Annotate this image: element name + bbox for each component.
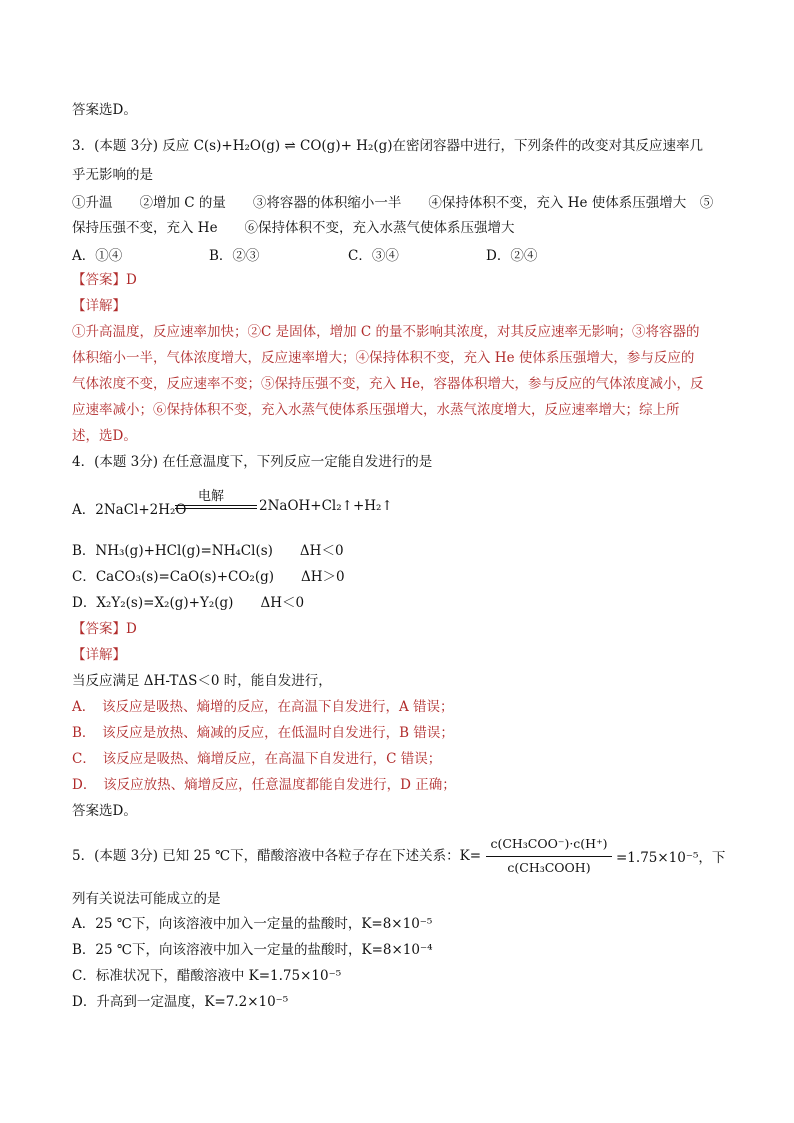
q4-option-a-products: 2NaOH+Cl₂↑+H₂↑ (259, 498, 393, 514)
q5-option-d: D．升高到一定温度，K=7.2×10⁻⁵ (72, 994, 289, 1010)
q4-option-a-arrow-top (175, 505, 257, 506)
q3-detail-line-5: 述，选D。 (72, 428, 137, 444)
q5-option-b: B．25 ℃下，向该溶液中加入一定量的盐酸时，K=8×10⁻⁴ (72, 942, 433, 958)
q3-stem-continued: 乎无影响的是 (72, 167, 153, 183)
q4-detail-line-b: B． 该反应是放热、熵减的反应，在低温时自发进行，B 错误； (72, 725, 454, 741)
q4-detail-line-d: D． 该反应放热、熵增反应，任意温度都能自发进行，D 正确； (72, 777, 456, 793)
q4-answer-end: 答案选D。 (72, 803, 137, 819)
q5-fraction-bar (486, 856, 612, 857)
q3-option-a: A．①④ (72, 248, 123, 264)
q3-stem: 3．(本题 3分) 反应 C(s)+H₂O(g) ⇌ CO(g)+ H₂(g)在密闭容器中进行，下列条件的改变对其反应速率几 (72, 138, 704, 154)
q5-stem-continued: 列有关说法可能成立的是 (72, 891, 221, 907)
q4-option-a-condition: 电解 (198, 489, 225, 504)
q4-option-a-arrow-bottom (175, 508, 257, 509)
q3-option-d: D．②④ (486, 248, 538, 264)
q3-detail-label: 【详解】 (72, 298, 126, 314)
q4-detail-label: 【详解】 (72, 647, 126, 663)
q5-option-c: C．标准状况下，醋酸溶液中 K=1.75×10⁻⁵ (72, 968, 342, 984)
q5-stem-value: =1.75×10⁻⁵，下 (616, 850, 726, 866)
q2-answer-end: 答案选D。 (72, 102, 137, 118)
q5-stem: 5．(本题 3分) 已知 25 ℃下，醋酸溶液中各粒子存在下述关系：K= (72, 848, 482, 864)
q4-option-c: C．CaCO₃(s)=CaO(s)+CO₂(g) ΔH＞0 (72, 569, 345, 585)
q4-answer: 【答案】D (72, 621, 137, 637)
q4-option-d: D．X₂Y₂(s)=X₂(g)+Y₂(g) ΔH＜0 (72, 595, 305, 611)
q3-answer: 【答案】D (72, 272, 137, 288)
q3-option-b: B．②③ (209, 248, 260, 264)
q4-stem: 4．(本题 3分) 在任意温度下，下列反应一定能自发进行的是 (72, 454, 433, 470)
q4-detail-intro: 当反应满足 ΔH-TΔS＜0 时，能自发进行， (72, 673, 332, 689)
q4-detail-line-a: A． 该反应是吸热、熵增的反应，在高温下自发进行，A 错误； (72, 699, 454, 715)
q4-option-a-reactants: A．2NaCl+2H₂O (72, 502, 187, 518)
q3-option-c: C．③④ (348, 248, 399, 264)
q5-fraction-denominator: c(CH₃COOH) (507, 860, 591, 875)
q5-option-a: A．25 ℃下，向该溶液中加入一定量的盐酸时，K=8×10⁻⁵ (72, 916, 433, 932)
q3-detail-line-4: 应速率减小；⑥保持体积不变，充入水蒸气使体系压强增大，水蒸气浓度增大，反应速率增大；综上所 (72, 402, 680, 418)
q3-detail-line-2: 体积缩小一半，气体浓度增大，反应速率增大；④保持体积不变，充入 He 使体系压强增大，参与反应的 (72, 350, 695, 366)
q4-option-b: B．NH₃(g)+HCl(g)=NH₄Cl(s) ΔH＜0 (72, 543, 344, 559)
q3-conditions: ①升温 ②增加 C 的量 ③将容器的体积缩小一半 ④保持体积不变，充入 He 使体系压强增大 ⑤ (72, 195, 714, 211)
q5-fraction-numerator: c(CH₃COO⁻)·c(H⁺) (490, 836, 608, 851)
q4-detail-line-c: C． 该反应是吸热、熵增反应，在高温下自发进行，C 错误； (72, 751, 442, 767)
q3-detail-line-3: 气体浓度不变，反应速率不变；⑤保持压强不变，充入 He，容器体积增大，参与反应的气体浓度减小，反 (72, 376, 704, 392)
q3-conditions-continued: 保持压强不变，充入 He ⑥保持体积不变，充入水蒸气使体系压强增大 (72, 220, 515, 236)
q3-detail-line-1: ①升高温度，反应速率加快；②C 是固体，增加 C 的量不影响其浓度，对其反应速率无影响；③将容器的 (72, 324, 700, 340)
